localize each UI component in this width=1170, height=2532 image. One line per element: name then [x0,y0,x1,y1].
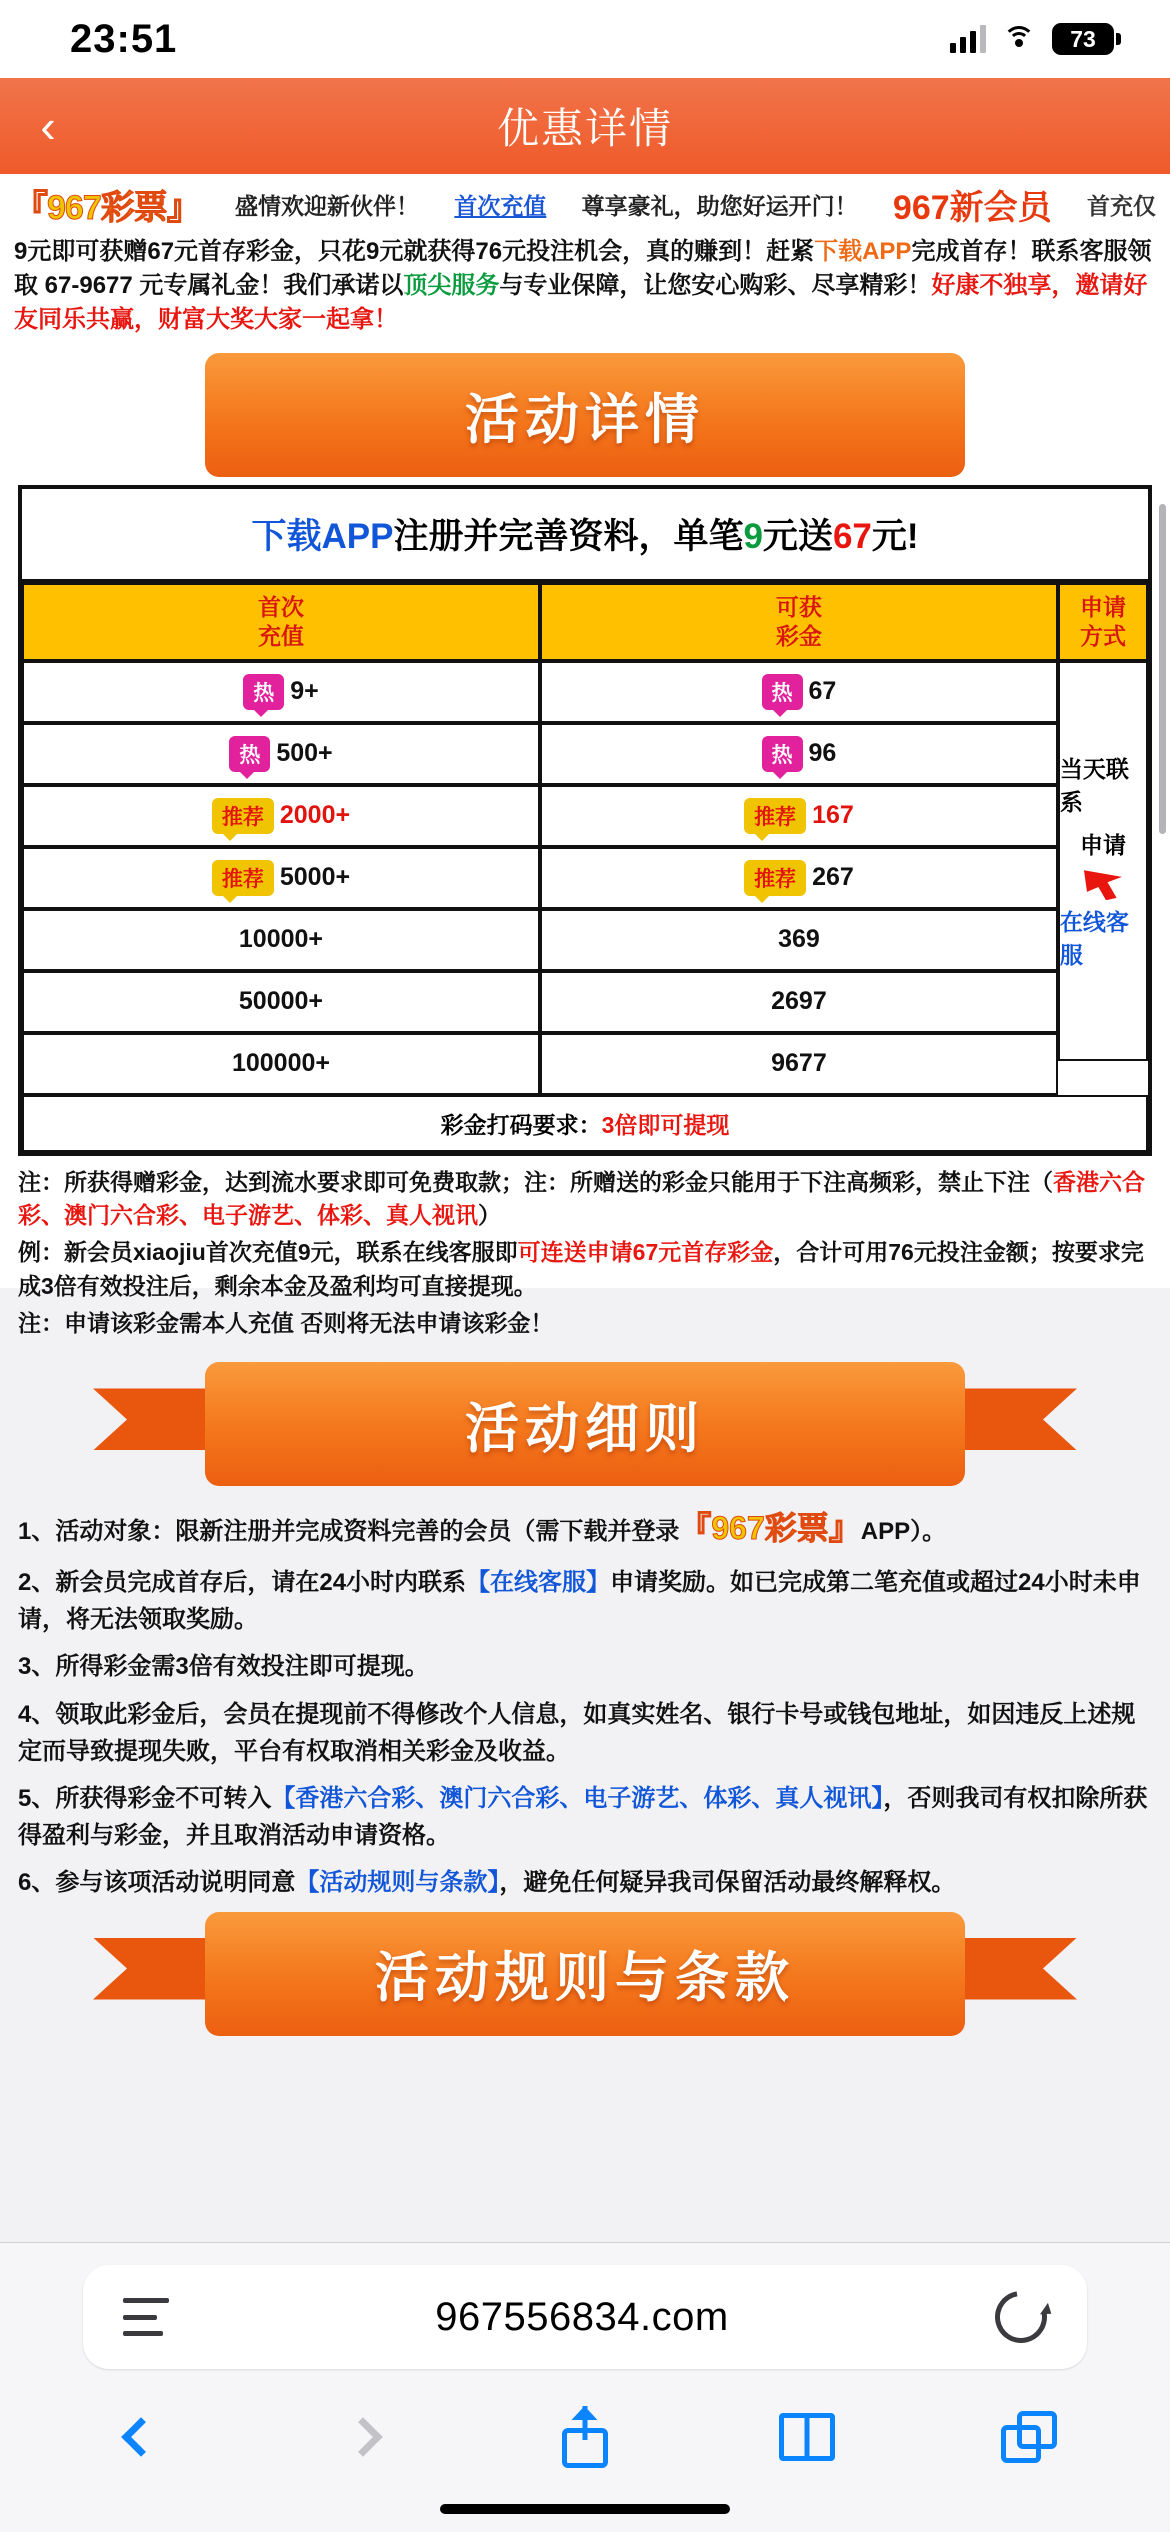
ribbon-details-label: 活动详情 [465,389,705,450]
table-row [540,909,1058,971]
hot-tag: 热 [229,736,270,772]
battery-icon [1052,23,1114,55]
cell-value: 96 [808,739,837,768]
note-2-red: 可连送申请67元首存彩金 [517,1239,774,1266]
promo-content[interactable] [0,174,1170,2009]
promo-line1-tail: 首充仅 [1086,193,1156,219]
cell-value: 100000+ [231,1049,330,1078]
hot-tag: 热 [243,674,284,710]
wager-label: 彩金打码要求： [440,1111,602,1138]
rule-text: 限新注册并完成资料完善的会员（需下载并登录 [175,1518,680,1546]
cell-value: 50000+ [238,987,324,1016]
brand-left: 『967彩票』 [14,189,200,227]
hot-tag: 热 [762,674,803,710]
apply-line1: 当天联系 [1059,756,1129,816]
rule-index: 6、 [18,1869,56,1897]
promo-paragraph [14,235,1156,337]
page-title: 优惠详情 [496,105,673,152]
note-2-d: ，合计可用76元投注金额；按要求完成3倍有效投注后，剩余本金及盈利均可直接提现。 [18,1239,1144,1299]
title-part-f: 元! [871,517,919,557]
cell-value: 369 [778,925,820,954]
rule-text-a: 新会员完成首存后，请在24小时内联系 [55,1569,467,1597]
bookmarks-button[interactable] [752,2395,862,2479]
rule-item [18,1504,1152,1554]
table-row [540,785,1058,847]
tabs-icon [1001,2411,1057,2463]
browser-bottom-bar [0,2242,1170,2532]
table-row [540,723,1058,785]
promo-line1-mid2: 尊享豪礼，助您好运开门！ [581,193,858,219]
promo-headline [14,180,1156,229]
wifi-icon [1002,26,1036,52]
rule-tail: APP）。 [860,1518,947,1546]
recommend-tag: 推荐 [212,860,274,896]
table-row [22,971,540,1033]
header-deposit [22,583,540,661]
browser-toolbar [0,2369,1170,2479]
table-row [540,1033,1058,1095]
header-apply-l1: 申请 [1079,594,1126,621]
cell-value: 5000+ [279,863,351,892]
rule-index: 5、 [18,1784,56,1812]
header-bonus [540,583,1058,661]
rule-item [18,1564,1152,1638]
table-row [22,847,540,909]
rule-text: 领取此彩金后，会员在提现前不得修改个人信息，如真实姓名、银行卡号或钱包地址，如因违反上述规定而导致提现失败，平台有权取消相关彩金及收益。 [18,1700,1136,1765]
cell-value: 2697 [771,987,827,1016]
note-3: 注：申请该彩金需本人充值 否则将无法申请该彩金！ [18,1310,554,1337]
share-icon [562,2406,608,2468]
bonus-table [22,583,1148,1095]
table-row [22,785,540,847]
promo-p2-green: 顶尖服务 [403,272,500,300]
home-indicator [440,2504,730,2514]
promo-p1: 9元即可获赠67元首存彩金，只花9元就获得76元投注机会，真的赚到！赶紧 [14,238,815,265]
rule-index: 1、 [18,1518,56,1546]
rule-text-a: 参与该项活动说明同意 [55,1869,296,1897]
url-text[interactable]: 967556834.com [435,2294,729,2339]
status-bar-indicators [950,23,1114,55]
online-service-link[interactable]: 在线客服 [1059,909,1129,969]
column-apply [1058,583,1148,1095]
chevron-left-icon [121,2417,161,2457]
ribbon-terms-label: 活动规则与条款 [375,1948,795,2009]
cell-value: 500+ [276,739,333,768]
apply-line2: 申请 [1079,832,1126,859]
ribbon-rules-label: 活动细则 [465,1398,705,1459]
apply-method-cell [1058,661,1148,1061]
url-row [0,2243,1170,2369]
ribbon-rules [0,1362,1170,1486]
first-deposit-link[interactable]: 首次充值 [454,193,547,219]
ribbon-details [0,353,1170,477]
rule-text: 所得彩金需3倍有效投注即可提现。 [55,1653,429,1681]
battery-level: 73 [1070,25,1096,52]
cell-value: 9677 [771,1049,827,1078]
rule-text-b: 申请奖励。如已完成第二笔充值或超过24小时未申请，将无法领取奖励。 [18,1569,1141,1634]
status-bar [0,0,1170,78]
promo-p3-red: 好康不独享，邀请好友同乐共赢，财富大奖大家一起拿！ [14,272,1148,334]
rule-text-b: ，否则我司有权扣除所获得盈利与彩金，并且取消活动申请资格。 [18,1784,1148,1850]
rule-item [18,1696,1152,1770]
cell-value: 2000+ [279,801,351,830]
table-row [22,661,540,723]
note-1 [18,1166,1152,1233]
status-bar-time: 23:51 [70,16,178,61]
table-row [22,909,540,971]
table-row [540,661,1058,723]
rule-text-a: 所获得彩金不可转入 [55,1784,272,1812]
scrollbar-thumb[interactable] [1159,504,1166,834]
rule-bold: 活动对象： [55,1518,176,1546]
header-apply [1058,583,1148,661]
reader-view-icon[interactable] [123,2298,169,2336]
note-2 [18,1236,1152,1303]
note-1-a: 注：所获得赠彩金，达到流水要求即可免费取款；注：所赠送的彩金只能用于下注高频彩，禁止下注（ [18,1168,1053,1195]
column-deposit [22,583,540,1095]
share-button[interactable] [530,2395,640,2479]
note-2-b: 9元 [297,1239,334,1266]
title-part-b: 注册并完善资料，单笔 [393,517,744,557]
hot-tag: 热 [762,736,803,772]
rule-index: 4、 [18,1700,56,1728]
promo-p3: 与专业保障，让您安心购彩、尽享精彩！ [499,272,932,300]
rule-brand: 『967彩票』 [679,1510,861,1547]
online-service-bracket[interactable]: 【在线客服】 [466,1569,611,1597]
rule-item [18,1780,1152,1854]
header-bonus-l1: 可获 [775,594,822,621]
title-part-e: 67 [832,517,872,557]
tabs-button[interactable] [974,2395,1084,2479]
recommend-tag: 推荐 [744,860,806,896]
recommend-tag: 推荐 [212,798,274,834]
table-row [540,971,1058,1033]
ribbon-terms [0,1912,1170,2036]
rule-index: 2、 [18,1569,56,1597]
promo-top [0,174,1170,337]
table-row [22,723,540,785]
header-deposit-l2: 充值 [257,622,304,649]
note-1-b: ） [478,1202,501,1229]
wager-value: 3倍即可提现 [601,1111,730,1138]
terms-bracket[interactable]: 【活动规则与条款】 [295,1869,500,1897]
notes-block [0,1156,1170,1341]
column-bonus [540,583,1058,1095]
rules-block [0,1494,1170,1901]
download-app-text: 下载APP [814,238,912,265]
cell-value: 167 [812,801,854,830]
note-2-a: 例：新会员xiaojiu首次充值 [18,1239,298,1266]
table-row [22,1033,540,1095]
note-1-red: 香港六合彩、澳门六合彩、电子游艺、体彩、真人视讯 [18,1168,1145,1229]
header-apply-l2: 方式 [1079,622,1126,649]
rule-text-b: ，避免任何疑异我司保留活动最终解释权。 [499,1869,956,1897]
cell-value: 9+ [290,677,319,706]
header-deposit-l1: 首次 [257,594,304,621]
header-bonus-l2: 彩金 [775,622,822,649]
browser-back-button[interactable] [86,2395,196,2479]
reload-icon[interactable] [985,2281,1057,2353]
brand-right: 967新会员 [892,189,1052,227]
book-icon [779,2413,835,2461]
chevron-right-icon [343,2417,383,2457]
games-bracket: 【香港六合彩、澳门六合彩、电子游艺、体彩、真人视讯】 [271,1784,884,1812]
rule-item [18,1864,1152,1901]
promo-line1-mid: 盛情欢迎新伙伴！ [235,193,420,219]
browser-forward-button[interactable] [308,2395,418,2479]
table-row [540,847,1058,909]
wager-requirement-row [22,1095,1148,1152]
bonus-table-card [18,485,1152,1156]
promo-p2: 完成首存！联系客服领取 67-9677 元专属礼金！我们承诺以 [14,238,1152,300]
bonus-table-title [22,489,1148,583]
rule-index: 3、 [18,1653,56,1681]
title-part-d: 元送 [762,517,833,557]
back-button[interactable]: ‹ [40,100,56,152]
address-bar[interactable] [83,2265,1087,2369]
cell-value: 10000+ [238,925,324,954]
rule-item [18,1648,1152,1685]
signal-bars-icon [950,25,986,53]
note-2-c: ，联系在线客服即 [333,1239,518,1266]
page-header [0,78,1170,174]
title-part-c: 9 [743,517,763,557]
cursor-pointer-icon [1084,870,1122,900]
cell-value: 67 [808,677,837,706]
title-part-a: 下载APP [251,517,394,557]
recommend-tag: 推荐 [744,798,806,834]
cell-value: 267 [812,863,854,892]
